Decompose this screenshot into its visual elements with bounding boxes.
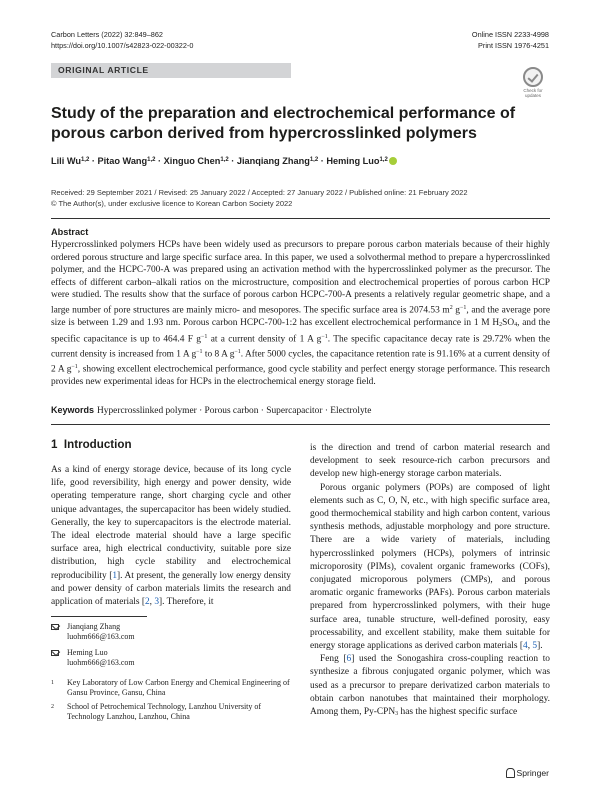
citation-link[interactable]: 3 — [154, 597, 160, 608]
orcid-icon[interactable] — [389, 157, 397, 165]
envelope-icon — [51, 624, 59, 630]
corresponding-email[interactable]: luohm666@163.com — [67, 632, 135, 642]
intro-paragraph-cont: is the direction and trend of carbon material research and development to seek resource-rich carbon precursors and develop new high-energy storage carbon materials. — [310, 443, 550, 480]
copyright-line: © The Author(s), under exclusive licence to Korean Carbon Society 2022 — [51, 198, 293, 208]
author-1[interactable]: Lili Wu$^{1,2}$ — [51, 156, 90, 166]
abstract-text: Hypercrosslinked polymers HCPs have been widely used as precursors to prepare porous carbon materials because of their highly ordered porous structure and large specific surface area. In this paper, we used a solvothermal method to prepare a hypercrosslinked polymer, and the HCPC-700-A was prepared using an activation method with the hypercrosslinked polymer as the precursor. The effects of different carbon–alkali ratios on the microstructure, composition and electrochemical properties of porous carbon HCP were studied. The results show that the surface of porous carbon HCPC-700-A presents a relatively regular geometric shape, and a large number of pore structures are mainly micro- and mesopores. The specific surface area is 2074.53 $m^2$ $g^{-1}$, and the average pore size is between 1.29 and 1.93 nm. Porous carbon HCPC-700-1:2 has excellent electrochemical performance in 1 M $H_2SO_4$, and the specific capacitance is up to 464.4 F $g^{-1}$ at a current density of 1 A $g^{-1}$. The specific capacitance decay rate is 29.72% when the current density is increased from 1 A $g^{-1}$ to 8 A $g^{-1}$. After 5000 cycles, the capacitance retention rate is 91.16% at a current density of 2 A $g^{-1}$, showing excellent electrochemical performance, good cycle stability and perfect energy storage performance. This research provides new experimental ideas for HCPs in the electrochemical energy storage field. — [51, 240, 551, 387]
article-type: ORIGINAL ARTICLE — [58, 65, 149, 75]
divider-top — [51, 218, 550, 219]
citation-link[interactable]: 5 — [532, 641, 538, 652]
print-issn: Print ISSN 1976-4251 — [478, 40, 549, 50]
check-for-updates-icon — [523, 67, 543, 87]
intro-paragraph-3: Feng [6] used the Sonogashira cross-coupling reaction to synthesize a fibrous conjugated organic polymer, which was used as a precursor to prepare derivatized carbon materials to obtain carbon nanotubes that maintained their morphology. Among them, $Py-CPN_3$ has the highest specific surface — [310, 654, 550, 718]
keywords-label: Keywords — [51, 405, 95, 415]
author-5[interactable]: Heming Luo$^{1,2}$ — [326, 156, 388, 166]
keywords-list: Hypercrosslinked polymer · Porous carbon · Supercapacitor · Electrolyte — [97, 406, 372, 416]
section-heading: 1 Introduction — [51, 438, 132, 451]
corresponding-name: Jianqiang Zhang — [67, 622, 121, 631]
citation-link[interactable]: 1 — [112, 570, 118, 581]
author-3[interactable]: Xinguo Chen$^{1,2}$ — [163, 156, 229, 166]
author-list: Lili Wu$^{1,2}$ · Pitao Wang$^{1,2}$ · Xinguo Chen$^{1,2}$ · Jianqiang Zhang$^{1,2}$ · Heming Luo$^{1,2}$ — [51, 156, 551, 166]
corresponding-name: Heming Luo — [67, 648, 108, 657]
running-header-right — [472, 30, 549, 51]
author-2[interactable]: Pitao Wang$^{1,2}$ — [97, 156, 156, 166]
springer-horse-icon — [506, 768, 515, 778]
citation-link[interactable]: 4 — [523, 641, 528, 652]
running-header-left — [51, 30, 193, 51]
intro-paragraph-1: As a kind of energy storage device, because of its long cycle life, good reversibility, high energy and power density, wide operating temperature range, short charging cycle and other unique advantages, the supercapacitor has been widely studied. Generally, the key to supercapacitors is the electrode material. The ideal electrode material should have a large specific surface area, high electrical conductivity, suitable pore size distribution, high cycle stability and electrochemical reproducibility [1]. At present, the generally low energy density and power density of carbon materials limits the research and application of materials [2, 3]. Therefore, it — [51, 465, 291, 608]
intro-left-column — [51, 464, 291, 609]
article-history — [51, 188, 551, 209]
citation-link[interactable]: 2 — [144, 597, 150, 608]
corresponding-email[interactable]: luohm666@163.com — [67, 658, 135, 668]
online-issn: Online ISSN 2233-4998 — [471, 30, 549, 39]
citation-link[interactable]: 6 — [346, 654, 352, 665]
author-4[interactable]: Jianqiang Zhang$^{1,2}$ — [236, 156, 319, 166]
journal-citation: Carbon Letters (2022) 32:849–862 — [51, 30, 163, 39]
intro-right-column — [310, 442, 550, 721]
intro-paragraph-2: Porous organic polymers (POPs) are composed of light elements such as C, O, N, etc., with high specific surface area, good thermochemical stability and high carbon content, various synthesis methods, adjustable morphology and pore structure. There are a wide variety of materials, including hypercrosslinked polymers (HCPs), polymers of intrinsic microporosity (PIMs), covalent organic frameworks (COFs), conjugated microporous polymers (CMPs), and porous aromatic organic frameworks (PAFs). Porous carbon materials prepared from hypercrosslinked polymers, with their huge surface area, tunable structure, well-defined porosity, easy processability, and excellent stability, make them suitable for energy storage applications as derived carbon materials [4, 5]. — [310, 482, 550, 652]
article-title: Study of the preparation and electrochemical performance of porous carbon derived from hypercrosslinked polymers — [51, 105, 516, 142]
abstract-heading: Abstract — [51, 227, 89, 237]
doi-link[interactable]: https://doi.org/10.1007/s42823-022-00322-0 — [51, 40, 194, 50]
check-for-updates-badge[interactable]: Check for updates — [518, 67, 548, 97]
publisher-logo: Springer — [506, 768, 549, 778]
keywords — [51, 405, 550, 416]
article-type-bar — [51, 63, 291, 78]
article-dates: Received: 29 September 2021 / Revised: 25 January 2022 / Accepted: 27 January 2022 / Published online: 21 February 2022 — [51, 188, 468, 197]
envelope-icon — [51, 650, 59, 656]
divider-keywords — [51, 424, 550, 425]
footnote-divider — [51, 616, 147, 617]
